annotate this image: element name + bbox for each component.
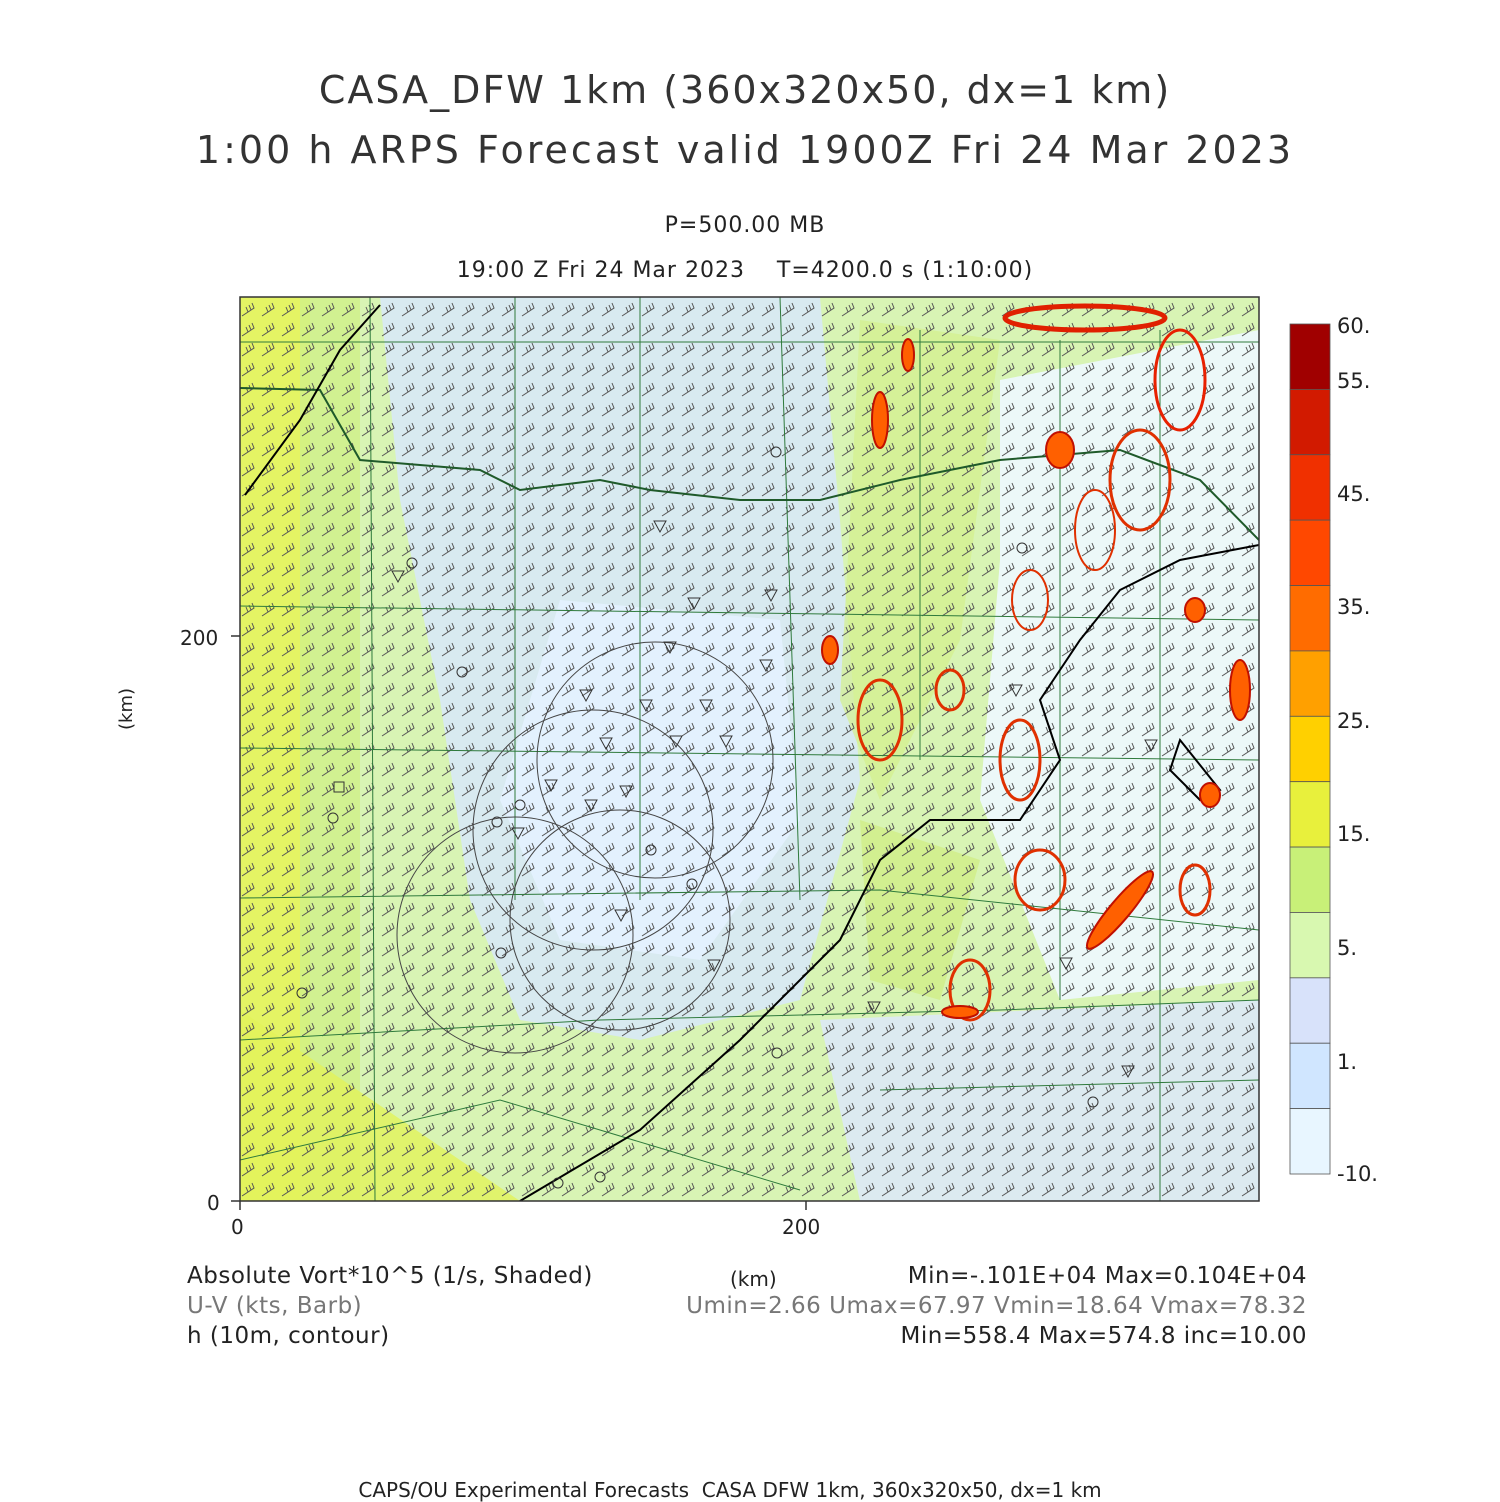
credit-line: CAPS/OU Experimental Forecasts CASA DFW 1km, 360x320x50, dx=1 km (358, 1478, 1102, 1502)
colorbar-swatch (1290, 455, 1330, 520)
colorbar-swatch (1290, 782, 1330, 847)
vorticity-stats: Min=-.101E+04 Max=0.104E+04 (907, 1263, 1307, 1289)
colorbar-swatch (1290, 978, 1330, 1043)
field-height-label: h (10m, contour) (187, 1323, 390, 1349)
valid-time: 19:00 Z Fri 24 Mar 2023 T=4200.0 s (1:10:00) (456, 258, 1034, 283)
wind-stats: Umin=2.66 Umax=67.97 Vmin=18.64 Vmax=78.32 (686, 1293, 1307, 1319)
colorbar-swatch (1290, 1109, 1330, 1174)
height-stats: Min=558.4 Max=574.8 inc=10.00 (900, 1323, 1307, 1349)
x-axis-unit: (km) (730, 1267, 777, 1291)
colorbar-label: 25. (1337, 709, 1371, 733)
wind-barb-field (240, 297, 1259, 1201)
colorbar-swatch (1290, 651, 1330, 716)
field-vorticity-label: Absolute Vort*10^5 (1/s, Shaded) (187, 1263, 593, 1289)
colorbar-swatch (1290, 847, 1330, 912)
colorbar-label: 45. (1337, 482, 1371, 506)
colorbar-label: -10. (1337, 1162, 1378, 1186)
colorbar-label: 55. (1337, 369, 1371, 393)
y-tick-200: 200 (180, 626, 219, 650)
pressure-level: P=500.00 MB (664, 213, 826, 238)
colorbar (1290, 324, 1330, 1174)
colorbar-swatch (1290, 586, 1330, 651)
x-tick-200: 200 (782, 1215, 821, 1239)
colorbar-label: 60. (1337, 314, 1371, 338)
title-line-2: 1:00 h ARPS Forecast valid 1900Z Fri 24 Mar 2023 (195, 128, 1295, 172)
colorbar-swatch (1290, 1043, 1330, 1108)
y-axis-unit: (km) (116, 687, 137, 730)
x-tick-0: 0 (231, 1215, 244, 1239)
plot-area (240, 297, 1259, 1201)
colorbar-swatch (1290, 389, 1330, 454)
colorbar-label: 15. (1337, 822, 1371, 846)
y-tick-0: 0 (207, 1191, 220, 1215)
colorbar-swatch (1290, 716, 1330, 781)
colorbar-swatch (1290, 912, 1330, 977)
colorbar-swatch (1290, 324, 1330, 389)
colorbar-swatch (1290, 520, 1330, 585)
colorbar-label: 35. (1337, 595, 1371, 619)
colorbar-label: 5. (1337, 936, 1358, 960)
colorbar-label: 1. (1337, 1050, 1358, 1074)
field-wind-label: U-V (kts, Barb) (187, 1293, 363, 1319)
title-line-1: CASA_DFW 1km (360x320x50, dx=1 km) (318, 68, 1172, 112)
